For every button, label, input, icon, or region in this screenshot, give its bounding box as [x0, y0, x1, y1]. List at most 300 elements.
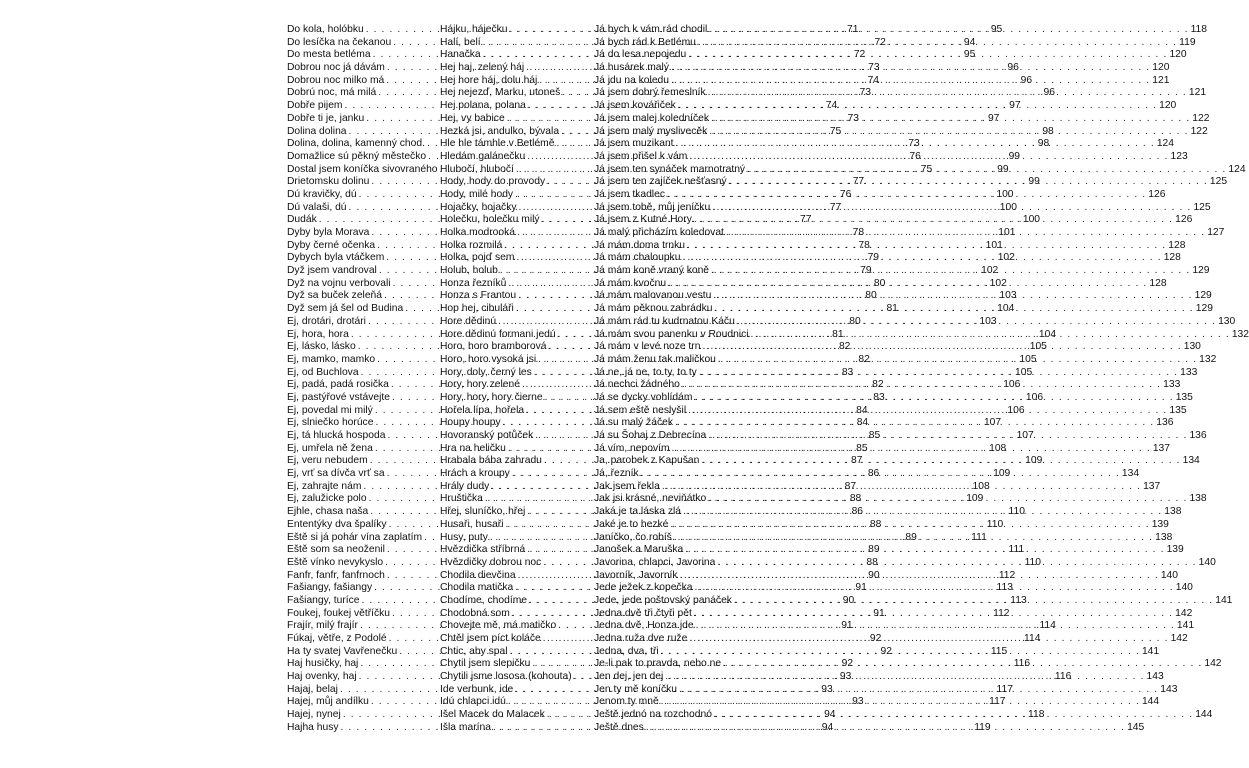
song-title: Ej, hora, hora: [287, 328, 349, 340]
song-title: Ej, povedal mi milý: [287, 404, 373, 416]
song-title: Ej, zalužicke polo: [287, 493, 367, 505]
page-number: 77: [800, 214, 812, 226]
page-number: 84: [856, 417, 869, 429]
page-number: 120: [1159, 100, 1177, 112]
song-title: Ej, veru nebudem: [287, 455, 368, 467]
song-title: Já bych rád k Betlému: [594, 36, 696, 48]
song-title: Ej, od Buchlova: [287, 366, 359, 378]
song-title: Jaká je ta láska zlá: [594, 506, 681, 518]
song-title: Hej nejezď, Marku, utoneš: [440, 87, 561, 99]
song-title: Já, řezník: [594, 468, 639, 480]
page-number: 103: [999, 290, 1017, 302]
song-title: Domažlice sú pěkný městečko: [287, 150, 427, 162]
song-title: Já jsem ten zajíček nešťasný: [594, 176, 727, 188]
song-title: Chytil jsem slepičku: [440, 658, 531, 670]
song-title: Ide verbunk, ide: [440, 683, 514, 695]
song-title: Hezká jsi, andulko, bývala: [440, 125, 560, 137]
song-title: Já jsem z Kutné Hory: [594, 214, 692, 226]
page-number: 119: [1179, 36, 1196, 48]
song-title: Chodila matička: [440, 582, 514, 594]
song-title: Dobrou noc já dávám: [287, 62, 385, 74]
dot-leader: [708, 87, 1187, 100]
page-number: 87: [850, 455, 863, 467]
dot-leader: [699, 367, 1178, 380]
page-number: 90: [868, 569, 880, 581]
song-title: Ej, umřela ně žena: [287, 442, 373, 454]
dot-leader: [694, 392, 1173, 405]
song-title: Já jsem muzikant: [594, 138, 674, 150]
song-title: Chtěl jsem píct koláče: [440, 633, 541, 644]
dot-leader: [687, 240, 1166, 253]
song-title: Hrabala bába zahradu: [440, 455, 542, 467]
page-number: 89: [905, 531, 917, 543]
song-title: Já mám ženu tak maličkou: [594, 353, 716, 365]
page-number: 141: [1176, 620, 1195, 632]
song-title: Honza s Frantou: [440, 290, 517, 302]
song-title: Dobře pijem: [287, 100, 343, 112]
page-number: 139: [1151, 518, 1169, 530]
song-title: Jenom ty mně: [594, 696, 659, 708]
song-title: Do lesíčka na čekanou: [287, 36, 392, 48]
page-number: 93: [839, 671, 852, 683]
song-title: Hojačky, hojačky: [440, 201, 517, 213]
dot-leader: [713, 290, 1192, 303]
page-number: 106: [1003, 379, 1021, 391]
dot-leader: [689, 151, 1168, 164]
song-title: Já mám pěknou zahrádku: [594, 303, 713, 315]
song-title: Holka modrooká: [440, 227, 515, 238]
page-number: 83: [841, 366, 854, 378]
song-title: Hajaj, belaj: [287, 683, 338, 695]
page-number: 94: [821, 721, 834, 733]
song-title: Já jsem tobě, můj jeníčku: [594, 201, 711, 213]
song-title: Já jsem ten synáček marnotratný: [594, 163, 746, 175]
page-number: 76: [909, 150, 921, 162]
song-title: Já mám malovanou vestu: [594, 290, 712, 302]
song-title: Dyž sa buček zeleňá: [287, 290, 383, 302]
dot-leader: [717, 557, 1196, 570]
song-title: Hody, milé hody: [440, 188, 514, 200]
song-title: Já husárek malý: [594, 62, 669, 74]
song-title: Jedna dvě tři čtyři pět: [594, 607, 692, 619]
song-title: Hanačka: [440, 49, 481, 61]
page-number: 116: [1013, 658, 1031, 670]
song-title: Hra na heličku: [440, 442, 506, 454]
dot-leader: [661, 696, 1140, 709]
page-number: 92: [880, 645, 892, 657]
page-number: 93: [821, 683, 833, 695]
song-title: Dú valaši, dú: [287, 201, 347, 213]
page-number: 109: [966, 493, 984, 505]
page-number: 98: [1042, 125, 1054, 137]
song-title: Fúkaj, větře, z Podolé: [287, 633, 387, 644]
dot-leader: [665, 671, 1144, 684]
dot-leader: [688, 49, 1167, 62]
dot-leader: [737, 316, 1216, 329]
page-number: 120: [1152, 62, 1170, 74]
page-number: 135: [1169, 404, 1187, 416]
page-number: 100: [1022, 214, 1041, 226]
dot-leader: [714, 709, 1193, 722]
page-number: 114: [1024, 633, 1041, 644]
page-number: 94: [824, 709, 836, 721]
page-number: 111: [1008, 544, 1025, 556]
song-title: Javorník, Javorník: [594, 569, 678, 581]
song-title: Foukej, foukej větříčku: [287, 607, 391, 619]
song-title: Haj ovenky, haj: [287, 671, 357, 683]
page-number: 144: [1141, 696, 1160, 708]
page-number: 105: [1015, 366, 1033, 378]
song-title: Já jsem malej koledníček: [594, 112, 710, 124]
song-title: Jedna ruža dve ruže: [594, 633, 688, 644]
dot-leader: [671, 62, 1150, 75]
page-number: 110: [986, 518, 1004, 530]
song-title: Hvězdičky dobrou noc: [440, 556, 542, 568]
dot-leader: [723, 658, 1202, 671]
page-number: 78: [852, 227, 865, 238]
page-number: 125: [1209, 176, 1228, 188]
page-number: 75: [920, 163, 933, 175]
page-number: 138: [1155, 531, 1173, 543]
song-title: Chodobná som: [440, 607, 510, 619]
page-number: 95: [963, 49, 976, 61]
page-number: 145: [1127, 721, 1145, 733]
dot-leader: [711, 265, 1190, 278]
song-title: Drietomsku dolinu: [287, 176, 370, 188]
dot-leader: [729, 176, 1208, 189]
dot-leader: [751, 329, 1230, 342]
page-number: 129: [1194, 290, 1212, 302]
song-title: Ejhle, chasa naša: [287, 506, 369, 518]
page-number: 84: [856, 404, 868, 416]
song-title: Dobrou noc milko má: [287, 74, 385, 86]
page-number: 106: [1007, 404, 1025, 416]
dot-leader: [682, 252, 1161, 265]
page-number: 139: [1166, 544, 1184, 556]
song-title: Holub, holub: [440, 265, 498, 277]
page-number: 122: [1192, 112, 1210, 124]
song-title: Hořela lípa, hořela: [440, 404, 525, 416]
page-number: 78: [858, 239, 870, 251]
song-title: Hledám galánečku: [440, 150, 526, 162]
page-number: 92: [869, 633, 882, 644]
page-number: 128: [1163, 252, 1181, 264]
page-number: 98: [1037, 138, 1050, 150]
page-number: 142: [1175, 607, 1193, 619]
page-number: 105: [1029, 341, 1047, 353]
song-title: Holka, pojď sem: [440, 252, 515, 264]
dot-leader: [672, 443, 1151, 456]
song-title: Dyž sem já šel od Budina: [287, 303, 404, 315]
page-number: 130: [1183, 341, 1201, 353]
page-number: 112: [998, 569, 1016, 581]
song-title: Horo, horo bramborová: [440, 341, 547, 353]
page-number: 115: [990, 645, 1008, 657]
dot-leader: [661, 646, 1140, 659]
page-number: 142: [1170, 633, 1188, 644]
song-title: Idú chlapci idú: [440, 696, 506, 708]
song-title: Já jsem přišel k vám: [594, 150, 688, 162]
song-title: Já mám kvočnu: [594, 277, 667, 289]
page-number: 73: [868, 62, 880, 74]
page-number: 99: [1008, 150, 1021, 162]
page-number: 112: [993, 607, 1010, 619]
page-number: 118: [1028, 709, 1045, 721]
page-number: 87: [844, 480, 857, 492]
song-title: Dybych byla vtáčkem: [287, 252, 385, 264]
song-title: Dyž jsem vandroval: [287, 265, 377, 277]
song-title: Hory, doly, černý les: [440, 366, 532, 378]
page-number: 85: [868, 430, 881, 441]
page-number: 128: [1149, 277, 1167, 289]
song-title: Já jsem dobrý řemeslník: [594, 87, 706, 99]
page-number: 138: [1189, 493, 1207, 505]
page-number: 81: [886, 303, 898, 315]
song-title: Já se dycky vohlídám: [594, 391, 693, 403]
song-title: Eště som sa neoženil: [287, 544, 385, 556]
song-title: Ej, zahrajte nám: [287, 480, 362, 492]
dot-leader: [674, 532, 1153, 545]
song-title: Je-li pak to pravda, nebo ne: [594, 658, 722, 670]
page-number: 96: [1043, 87, 1055, 99]
page-number: 76: [839, 188, 852, 200]
song-title: Honza řezníků: [440, 277, 507, 289]
song-title: Jede, jede poštovský panáček: [594, 594, 732, 606]
song-title: Ej, lásko, lásko: [287, 341, 356, 353]
dot-leader: [689, 633, 1168, 646]
page-number: 116: [1054, 671, 1072, 683]
song-title: Jen ty mě koníčku: [594, 683, 677, 695]
dot-leader: [683, 506, 1162, 519]
page-number: 140: [1160, 569, 1179, 581]
song-title: Dyby černé očenka: [287, 239, 376, 251]
song-title: Ej, padá, padá rosička: [287, 379, 389, 391]
dot-leader: [685, 544, 1164, 557]
page-number: 125: [1193, 201, 1211, 213]
page-number: 102: [989, 277, 1007, 289]
song-title: Ententýky dva špalíky: [287, 518, 387, 530]
song-title: Já mám svou panenku v Roudnici: [594, 328, 749, 340]
song-title: Halí, belí: [440, 36, 481, 48]
song-title: Husy, puty: [440, 531, 488, 543]
page-number: 143: [1146, 671, 1164, 683]
page-number: 137: [1152, 442, 1170, 454]
song-title: Hop hej, cibuláři: [440, 303, 514, 315]
song-title: Dostal jsem koníčka sivovraného: [287, 163, 438, 175]
song-title: Ha ty svatej Vavřenečku: [287, 645, 398, 657]
song-title: Jedna dvě, Honza jde: [594, 620, 694, 632]
song-title: Hej polana, polana: [440, 100, 526, 112]
song-title: Já sem eště neslyšil: [594, 404, 687, 416]
page-number: 143: [1160, 683, 1178, 695]
page-number: 121: [1152, 74, 1170, 86]
page-number: 126: [1148, 188, 1166, 200]
page-number: 89: [868, 544, 880, 556]
dot-leader: [702, 341, 1181, 354]
song-title: Dú kravičky, dú: [287, 188, 357, 200]
dot-leader: [714, 303, 1193, 316]
dot-leader: [682, 379, 1161, 392]
page-number: 133: [1163, 379, 1181, 391]
song-title: Janíčko, čo robíš: [594, 531, 672, 543]
song-title: Chodila dievčina: [440, 569, 516, 581]
song-title: Ej, tá hlucká hospoda: [287, 430, 386, 441]
song-title: Išla marína: [440, 721, 491, 733]
page-number: 79: [867, 252, 880, 264]
dot-leader: [712, 202, 1191, 215]
page-number: 75: [829, 125, 842, 137]
song-title: Ej, drotári, drotári: [287, 315, 366, 327]
dot-leader: [688, 405, 1167, 418]
song-title: Dobrú noc, má milá: [287, 87, 377, 99]
song-title: Hory, hory zelené: [440, 379, 520, 391]
page-number: 74: [867, 74, 880, 86]
dot-leader: [670, 519, 1149, 532]
page-number: 123: [1170, 150, 1188, 162]
dot-leader: [646, 722, 1125, 735]
song-title: Husaři, husaři: [440, 518, 504, 530]
page-number: 142: [1204, 658, 1222, 670]
page-number: 132: [1199, 353, 1217, 365]
page-number: 117: [996, 683, 1013, 695]
song-title: Ej, mamko, mamko: [287, 353, 376, 365]
page-number: 132: [1231, 328, 1249, 340]
song-title: Chovejte mě, má matičko: [440, 620, 557, 632]
page-number: 141: [1215, 594, 1233, 606]
page-number: 94: [963, 36, 976, 48]
song-title: Já bych k vám rád chodil: [594, 24, 708, 35]
song-title: Ej, vrť sa dívča vrť sa: [287, 468, 385, 480]
song-title: Fašiangy, turíce: [287, 594, 360, 606]
page-number: 103: [979, 315, 997, 327]
song-title: Hej, vy babice: [440, 112, 505, 124]
song-title: Já mám doma trnku: [594, 239, 685, 251]
dot-leader: [668, 278, 1147, 291]
song-title: Hody, hody do provody: [440, 176, 546, 188]
song-title: Já mám koně vraný koně: [594, 265, 710, 277]
page-number: 96: [1007, 62, 1019, 74]
page-number: 138: [1164, 506, 1182, 518]
page-number: 135: [1175, 391, 1193, 403]
page-number: 73: [908, 138, 920, 150]
song-title: Já mám rád tu kudrnatou Káču: [594, 315, 735, 327]
page-number: 99: [997, 163, 1009, 175]
song-title: Ja, parobek z Kapušan: [594, 455, 700, 467]
song-title: Jedna, dva, tři: [594, 645, 659, 657]
page-number: 77: [829, 201, 842, 213]
song-title: Eště si já pohár vína zaplatím: [287, 531, 423, 543]
page-number: 72: [853, 49, 866, 61]
page-number: 83: [873, 391, 885, 403]
song-title: Frajír, milý frajír: [287, 620, 358, 632]
page-number: 127: [1207, 227, 1225, 238]
song-title: Já do lesa nepojedu: [594, 49, 687, 61]
page-number: 91: [841, 620, 853, 632]
dot-leader: [734, 595, 1213, 608]
page-number: 129: [1192, 265, 1210, 277]
page-number: 80: [865, 290, 877, 302]
page-number: 124: [1228, 163, 1246, 175]
song-title: Hájku, háječku: [440, 24, 508, 35]
page-number: 111: [971, 531, 987, 543]
page-number: 141: [1141, 645, 1160, 657]
dot-leader: [696, 620, 1175, 633]
song-title: Hajej, nynej: [287, 709, 341, 721]
song-title: Hajha husy: [287, 721, 339, 733]
page-number: 134: [1121, 468, 1140, 480]
song-title: Jaké je to hezké: [594, 518, 669, 530]
song-title: Ještě dnes: [594, 721, 644, 733]
song-title: Chtic, aby spal: [440, 645, 508, 657]
dot-leader: [680, 570, 1159, 583]
song-title: Hlubočí, hlubočí: [440, 163, 514, 175]
song-title: Ještě jednó na rozchodnó: [594, 709, 712, 721]
page-number: 71: [846, 24, 859, 35]
dot-leader: [694, 214, 1173, 227]
song-title: Já mám v levé noze trn: [594, 341, 701, 353]
page-number: 73: [847, 112, 860, 124]
song-title: Já jsem kovářiček: [594, 100, 676, 112]
page-number: 133: [1180, 366, 1198, 378]
page-number: 119: [974, 721, 991, 733]
song-title: Jak jsi krásné, neviňátko: [594, 493, 707, 505]
song-title: Hore dědinú formani jedú: [440, 328, 556, 340]
page-number: 137: [1143, 480, 1161, 492]
song-title: Hruštička: [440, 493, 483, 505]
song-title: Hajej, můj andílku: [287, 696, 369, 708]
page-number: 101: [998, 227, 1016, 238]
song-title: Dobře ti je, janku: [287, 112, 365, 124]
page-number: 100: [996, 188, 1014, 200]
page-number: 99: [1028, 176, 1040, 188]
page-number: 104: [997, 303, 1015, 315]
page-number: 82: [872, 379, 884, 391]
dot-leader: [726, 227, 1205, 240]
dot-leader: [709, 24, 1188, 37]
page-number: 114: [1039, 620, 1056, 632]
song-title: Hvězdička stříbrná: [440, 544, 526, 556]
page-number: 128: [1168, 239, 1186, 251]
page-number: 88: [869, 518, 882, 530]
song-title: Ej, pastýřové vstávejte: [287, 391, 391, 403]
page-number: 105: [1019, 353, 1037, 365]
song-title: Houpy houpy: [440, 417, 501, 429]
song-title: Jen dej, jen dej: [594, 671, 664, 683]
page-number: 92: [841, 658, 854, 670]
song-title: Já su Šohaj z Debrecína: [594, 430, 707, 441]
dot-leader: [679, 684, 1158, 697]
page-number: 77: [852, 176, 865, 188]
song-title: Hrály dudy: [440, 480, 490, 492]
page-number: 79: [860, 265, 872, 277]
page-number: 80: [873, 277, 886, 289]
page-number: 121: [1188, 87, 1207, 99]
page-number: 110: [1024, 556, 1041, 568]
page-number: 97: [1009, 100, 1021, 112]
song-title: Hrách a kroupy: [440, 468, 510, 480]
page-number: 117: [989, 696, 1006, 708]
song-title: Dolina, dolina, kamenný chod.: [287, 138, 425, 150]
page-number: 85: [856, 442, 868, 454]
song-title: Hovoranský potůček: [440, 430, 534, 441]
page-number: 134: [1182, 455, 1200, 467]
song-title: Já jsem malý myslivecěk: [594, 125, 708, 137]
song-title: Dyž na vojnu verbovali: [287, 277, 391, 289]
page-number: 82: [858, 353, 870, 365]
page-number: 107: [1016, 430, 1034, 441]
page-number: 74: [825, 100, 838, 112]
page-number: 118: [1190, 24, 1208, 35]
